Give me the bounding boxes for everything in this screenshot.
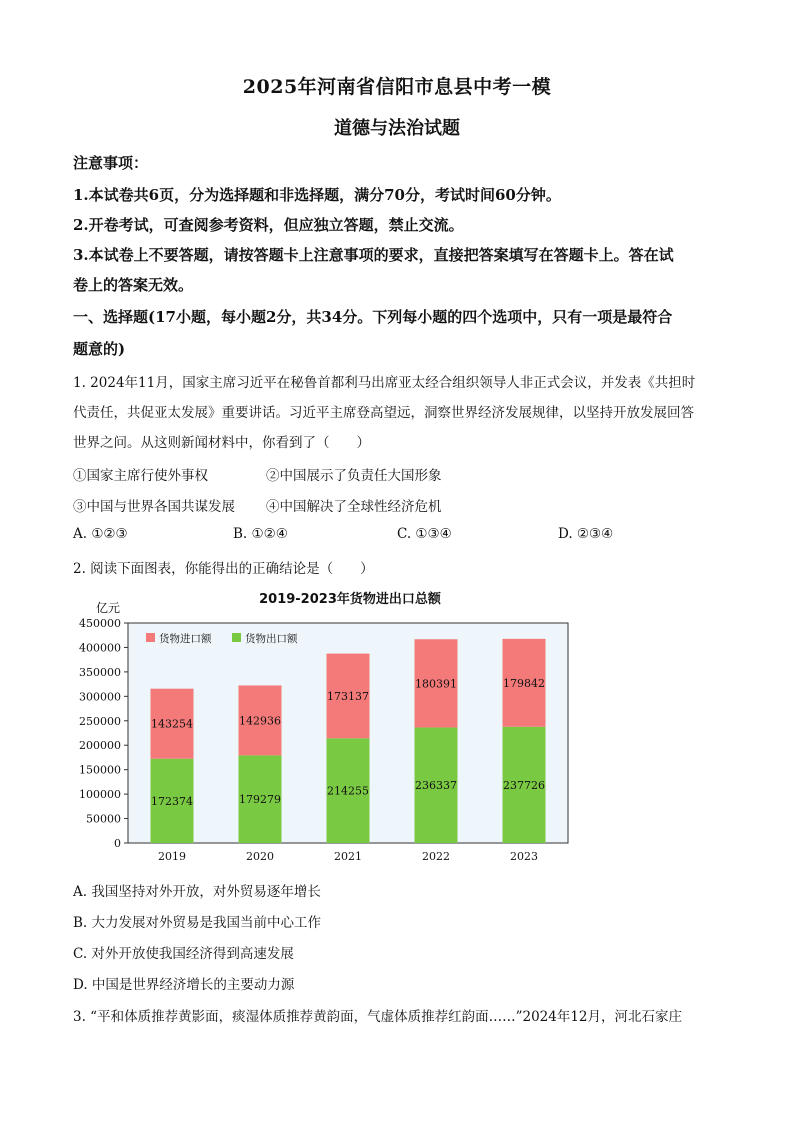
- note-1: 1.本试卷共6页，分为选择题和非选择题，满分70分，考试时间60分钟。: [73, 186, 561, 204]
- note-3b: 卷上的答案无效。: [73, 276, 194, 294]
- exam-subject: 道德与法治试题: [334, 118, 460, 139]
- q1-statement-3: ③中国与世界各国共谋发展: [73, 499, 235, 515]
- section-heading: 一、选择题(17小题，每小题2分，共34分。下列每小题的四个选项中，只有一项是最符合: [73, 308, 673, 326]
- data-label-export: 179279: [239, 793, 281, 807]
- y-tick-label: 50000: [86, 812, 121, 826]
- notes-heading: 注意事项：: [73, 154, 149, 172]
- q1-option-b: B. ①②④: [233, 526, 288, 542]
- q1-statement-4: ④中国解决了全球性经济危机: [266, 499, 442, 515]
- data-label-import: 179842: [503, 676, 545, 690]
- q1-stem-line3: 世界之问。从这则新闻材料中，你看到了（ ）: [73, 435, 370, 451]
- y-tick-label: 450000: [79, 617, 121, 630]
- q1-stem-line2: 代责任，共促亚太发展》重要讲话。习近平主席登高望远，洞察世界经济发展规律，以坚持开放发展回答: [73, 405, 694, 421]
- section-heading-cont: 题意的): [73, 340, 126, 358]
- note-3a: 3.本试卷上不要答题，请按答题卡上注意事项的要求，直接把答案填写在答题卡上。答在试: [73, 246, 674, 264]
- x-tick-label: 2023: [510, 850, 538, 863]
- y-tick-label: 150000: [79, 763, 121, 777]
- data-label-import: 173137: [327, 689, 369, 703]
- legend-swatch: [232, 633, 241, 642]
- y-tick-label: 250000: [79, 714, 121, 728]
- exam-title: 2025年河南省信阳市息县中考一模: [242, 76, 552, 98]
- q1-stem-line1: 1. 2024年11月，国家主席习近平在秘鲁首都利马出席亚太经合组织领导人非正式会议，并发表《共担时: [73, 375, 696, 391]
- trade-bar-chart: [60, 600, 580, 868]
- q2-option-d: D. 中国是世界经济增长的主要动力源: [73, 977, 295, 993]
- note-2: 2.开卷考试，可查阅参考资料，但应独立答题，禁止交流。: [73, 216, 464, 234]
- q1-statement-1: ①国家主席行使外事权: [73, 468, 208, 484]
- y-tick-label: 100000: [79, 788, 121, 802]
- x-tick-label: 2022: [422, 850, 450, 863]
- data-label-import: 142936: [239, 714, 281, 728]
- x-tick-label: 2020: [246, 850, 274, 863]
- data-label-import: 143254: [151, 717, 193, 731]
- data-label-export: 236337: [415, 779, 457, 793]
- data-label-export: 214255: [327, 784, 369, 798]
- q1-option-c: C. ①③④: [397, 526, 452, 542]
- x-tick-label: 2019: [158, 850, 186, 863]
- data-label-import: 180391: [415, 677, 457, 691]
- legend-swatch: [146, 633, 155, 642]
- q2-option-b: B. 大力发展对外贸易是我国当前中心工作: [73, 915, 322, 931]
- y-tick-label: 200000: [79, 739, 121, 753]
- q1-option-a: A. ①②③: [73, 526, 128, 542]
- y-tick-label: 0: [114, 837, 121, 850]
- y-axis-unit: 亿元: [95, 601, 121, 615]
- data-label-export: 172374: [151, 794, 193, 808]
- y-tick-label: 300000: [79, 690, 121, 704]
- q2-option-c: C. 对外开放使我国经济得到高速发展: [73, 946, 294, 962]
- q3-stem-line1: 3. “平和体质推荐黄影面，痰湿体质推荐黄韵面，气虚体质推荐红韵面……”2024年12月，河北石家庄: [73, 1009, 683, 1025]
- x-tick-label: 2021: [334, 850, 362, 863]
- q2-stem: 2. 阅读下面图表，你能得出的正确结论是（ ）: [73, 561, 374, 577]
- q1-option-d: D. ②③④: [558, 526, 614, 542]
- q2-option-a: A. 我国坚持对外开放，对外贸易逐年增长: [73, 884, 321, 900]
- legend-label: 货物出口额: [245, 633, 298, 645]
- y-tick-label: 400000: [79, 641, 121, 655]
- chart-title: 2019-2023年货物进出口总额: [259, 592, 441, 607]
- legend-label: 货物进口额: [159, 633, 212, 645]
- q1-statement-2: ②中国展示了负责任大国形象: [266, 468, 442, 484]
- y-tick-label: 350000: [79, 665, 121, 679]
- data-label-export: 237726: [503, 778, 545, 792]
